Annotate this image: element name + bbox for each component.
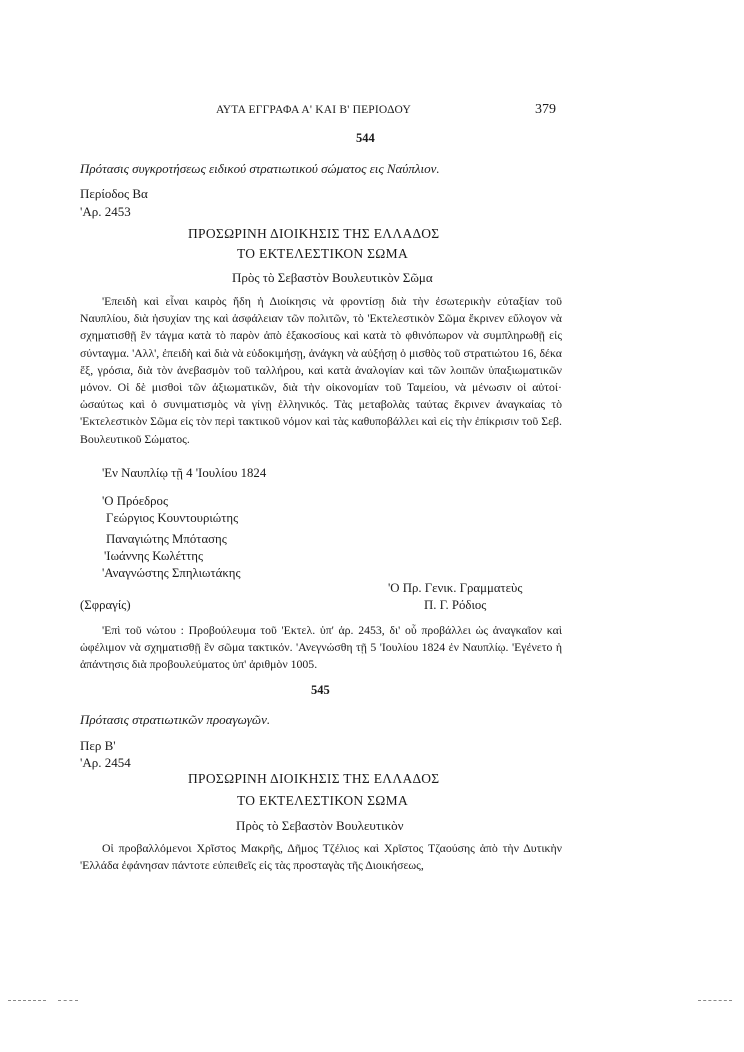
secretary-name: Π. Γ. Ρόδιος xyxy=(424,598,487,612)
scan-artifact-right xyxy=(698,1000,732,1002)
period-label-544: Περίοδος Βα xyxy=(80,186,148,201)
signatory-spiliotakis: 'Αναγνώστης Σπηλιωτάκης xyxy=(102,566,241,580)
addressee-545: Πρὸς τὸ Σεβαστὸν Βουλευτικὸν xyxy=(236,818,404,833)
scan-artifact-left-2 xyxy=(58,1000,78,1002)
place-date-544: 'Εν Ναυπλίῳ τῇ 4 'Ιουλίου 1824 xyxy=(102,466,267,480)
document-subject-544: Πρότασις συγκροτήσεως ειδικού στρατιωτικού σώματος εις Ναύπλιον. xyxy=(80,161,440,176)
reference-number-545: 'Αρ. 2454 xyxy=(80,755,131,770)
body-heading-545: ΤΟ ΕΚΤΕΛΕΣΤΙΚΟΝ ΣΩΜΑ xyxy=(237,793,408,808)
president-title: 'Ο Πρόεδρος xyxy=(102,494,169,508)
addressee-544: Πρὸς τὸ Σεβαστὸν Βουλευτικὸν Σῶμα xyxy=(232,270,433,285)
signatory-botasis: Παναγιώτης Μπότασης xyxy=(106,532,227,546)
body-text-545: Οἱ προβαλλόμενοι Χρῖστος Μακρῆς, Δῆμος Τζέλιος καὶ Χρῖστος Τζαούσης ἀπὸ τὴν Δυτικὴν 'Ελλάδα ἐφάνησαν πάντοτε εὐπειθεῖς εἰς τὰς προσταγὰς τῆς Διοικήσεως, xyxy=(80,841,562,873)
secretary-title: 'Ο Πρ. Γενικ. Γραμματεὺς xyxy=(388,581,523,595)
document-number-544: 544 xyxy=(356,131,375,145)
signatory-kountouriotis: Γεώργιος Κουντουριώτης xyxy=(106,511,239,525)
signatory-kolettis: 'Ιωάννης Κωλέττης xyxy=(104,549,204,563)
scan-artifact-left xyxy=(8,1000,46,1002)
document-subject-545: Πρότασις στρατιωτικῶν προαγωγῶν. xyxy=(80,712,271,727)
body-text-544: 'Επειδὴ καὶ εἶναι καιρὸς ἤδη ἡ Διοίκησις νὰ φροντίσῃ διὰ τὴν ἐσωτερικὴν εὐταξίαν τοῦ Ναυπλίου, διὰ ἡσυχίαν της καὶ ἀσφάλειαν τῶν πολιτῶν, τὸ 'Εκτελεστικὸν Σῶμα ἔκρινεν εὔλογον νὰ σχηματισθῇ ἓν τάγμα κατὰ τὸ παρὸν ἀπὸ ἑξακοσίους καὶ κατὰ τὸ φθινόπωρον νὰ συμπληρωθῇ εἰς σύνταγμα. 'Αλλ', ἐπειδὴ καὶ διὰ νὰ εὐδοκιμήσῃ, ἀνάγκη νὰ αὐξήσῃ ὁ μισθὸς τοῦ στρατιώτου 16, δέκα ἕξ, γρόσια, διὰ τὸν ἀνεβασμὸν τοῦ ταλλήρου, καὶ κατὰ ἀναλογίαν καὶ τῶν λοιπῶν ὑπαξιωματικῶν μόνον. Οἱ δὲ μισθοὶ τῶν ἀξιωματικῶν, διὰ τὴν οἰκονομίαν τοῦ Ταμείου, νὰ μένωσιν οἱ αὐτοί· ὡσαύτως καὶ ὁ συνιματισμὸς νὰ γίνῃ ἑλληνικός. Τὰς μεταβολὰς ταύτας ἔκρινεν ἀναγκαίας τὸ 'Εκτελεστικὸν Σῶμα εἰς τὸν περὶ τακτικοῦ νόμον καὶ τὰς καθυποβάλλει καὶ εἰς τὴν ἐπίκρισιν τοῦ Σεβ. Βουλευτικοῦ Σώματος. xyxy=(80,294,562,446)
seal-label: (Σφραγίς) xyxy=(80,598,131,612)
reference-number-544: 'Αρ. 2453 xyxy=(80,204,131,219)
document-number-545: 545 xyxy=(311,683,330,697)
authority-heading-545: ΠΡΟΣΩΡΙΝΗ ΔΙΟΙΚΗΣΙΣ ΤΗΣ ΕΛΛΑΔΟΣ xyxy=(188,771,440,786)
page-number: 379 xyxy=(535,102,556,117)
authority-heading-544: ΠΡΟΣΩΡΙΝΗ ΔΙΟΙΚΗΣΙΣ ΤΗΣ ΕΛΛΑΔΟΣ xyxy=(188,226,440,241)
dorsal-note-544: 'Επὶ τοῦ νώτου : Προβούλευμα τοῦ 'Εκτελ. ὑπ' ἀρ. 2453, δι' οὗ προβάλλει ὡς ἀναγκαῖον καὶ ὠφέλιμον νὰ σχηματισθῇ ἓν σῶμα τακτικόν. 'Ανεγνώσθη τῇ 5 'Ιουλίου 1824 ἐν Ναυπλίῳ. 'Εγένετο ἡ ἀπάντησις διὰ προβουλεύματος ὑπ' ἀριθμὸν 1005. xyxy=(80,623,562,672)
body-heading-544: ΤΟ ΕΚΤΕΛΕΣΤΙΚΟΝ ΣΩΜΑ xyxy=(237,246,408,261)
running-title: ΑΥΤΑ ΕΓΓΡΑΦΑ Α' ΚΑΙ Β' ΠΕΡΙΟΔΟΥ xyxy=(216,104,411,116)
period-label-545: Περ Β' xyxy=(80,738,116,753)
